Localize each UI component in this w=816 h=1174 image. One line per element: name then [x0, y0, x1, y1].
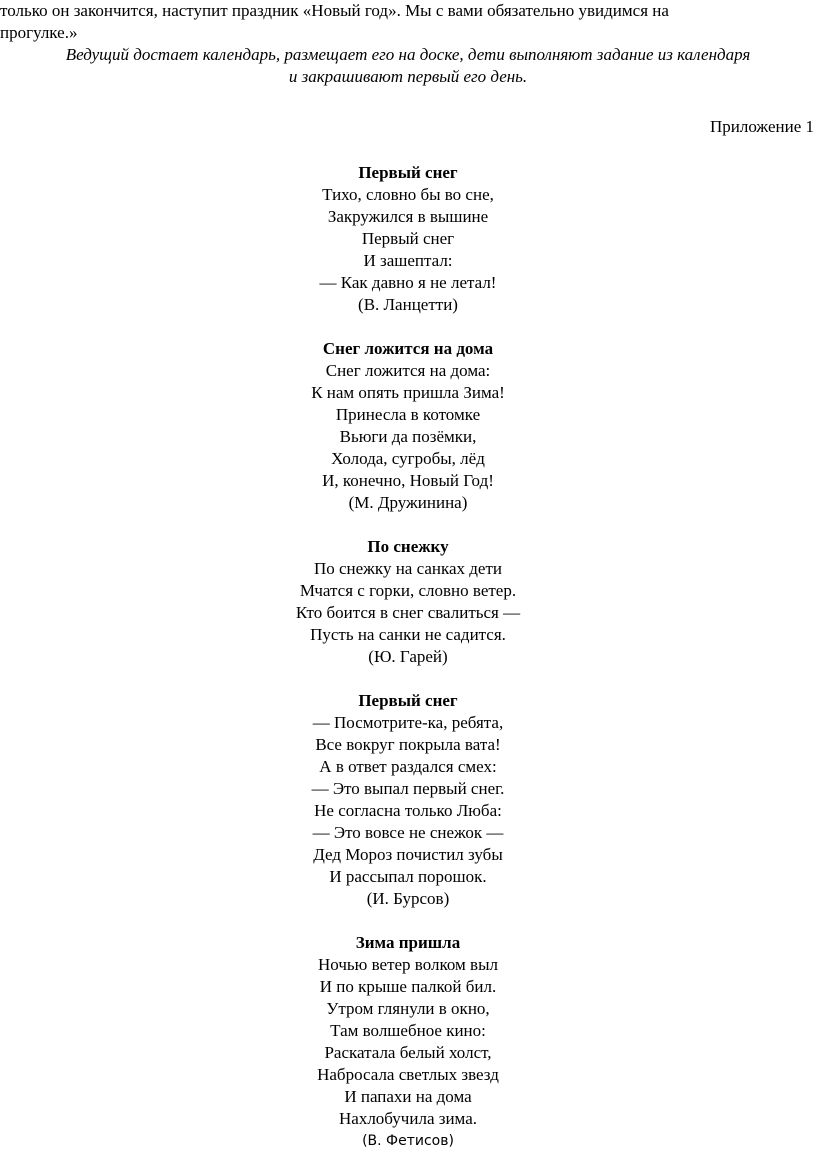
- poem-line: Кто боится в снег свалиться —: [295, 603, 521, 622]
- poem: [0, 932, 816, 1152]
- poem-author: (В. Ланцетти): [358, 295, 458, 314]
- poem-line: По снежку на санках дети: [313, 559, 503, 578]
- poem-line: И рассыпал порошок.: [329, 867, 487, 886]
- poem-line: Дед Мороз почистил зубы: [313, 845, 503, 864]
- poem-author: (И. Бурсов): [366, 889, 450, 908]
- poem-author: (Ю. Гарей): [368, 647, 448, 666]
- poem-line: — Это выпал первый снег.: [311, 779, 505, 798]
- poem-line: И папахи на дома: [344, 1087, 472, 1106]
- intro-line-2: прогулке.»: [0, 23, 78, 42]
- intro-text: [0, 0, 816, 88]
- poem-line: Не согласна только Люба:: [314, 801, 502, 820]
- poem-title: Зима пришла: [355, 933, 461, 952]
- poem-line: Закружился в вышине: [327, 207, 489, 226]
- poem-title: Снег ложится на дома: [322, 339, 494, 358]
- poem-line: Там волшебное кино:: [330, 1021, 486, 1040]
- poem-author: (М. Дружинина): [348, 493, 468, 512]
- poems-list: [0, 162, 816, 1174]
- poem-line: К нам опять пришла Зима!: [311, 383, 505, 402]
- intro-line-1: только он закончится, наступит праздник «Новый год». Мы с вами обязательно увидимся на: [0, 1, 669, 20]
- poem-line: — Это вовсе не снежок —: [312, 823, 504, 842]
- poem-line: Мчатся с горки, словно ветер.: [299, 581, 517, 600]
- poem-line: — Как давно я не летал!: [319, 273, 497, 292]
- poem-line: И по крыше палкой бил.: [319, 977, 497, 996]
- poem-author: (В. Фетисов): [362, 1133, 454, 1149]
- stage-direction-line-1: Ведущий достает календарь, размещает его на доске, дети выполняют задание из календаря: [65, 45, 751, 64]
- poem-title: Первый снег: [358, 691, 458, 710]
- poem-title: По снежку: [367, 537, 449, 556]
- poem-line: Набросала светлых звезд: [317, 1065, 499, 1084]
- poem-line: Утром глянули в окно,: [326, 999, 490, 1018]
- poem-line: Снег ложится на дома:: [325, 361, 491, 380]
- poem: [0, 690, 816, 910]
- poem-line: И, конечно, Новый Год!: [322, 471, 494, 490]
- appendix-label: Приложение 1: [710, 117, 814, 136]
- poem-title: Первый снег: [358, 163, 458, 182]
- poem-line: А в ответ раздался смех:: [319, 757, 497, 776]
- poem-line: Пусть на санки не садится.: [310, 625, 506, 644]
- poem-line: Холода, сугробы, лёд: [331, 449, 485, 468]
- poem-line: Нахлобучила зима.: [339, 1109, 477, 1128]
- poem: [0, 162, 816, 316]
- poem-line: И зашептал:: [363, 251, 453, 270]
- poem-line: Ночью ветер волком выл: [318, 955, 498, 974]
- stage-direction-line-2: и закрашивают первый его день.: [288, 67, 528, 86]
- poem-line: Раскатала белый холст,: [324, 1043, 492, 1062]
- poem-line: — Посмотрите-ка, ребята,: [312, 713, 504, 732]
- poem-line: Принесла в котомке: [335, 405, 481, 424]
- poem-line: Первый снег: [361, 229, 455, 248]
- poem-line: Тихо, словно бы во сне,: [322, 185, 494, 204]
- poem-line: Все вокруг покрыла вата!: [315, 735, 501, 754]
- poem-line: Вьюги да позёмки,: [339, 427, 477, 446]
- poem: [0, 338, 816, 514]
- poem: [0, 536, 816, 668]
